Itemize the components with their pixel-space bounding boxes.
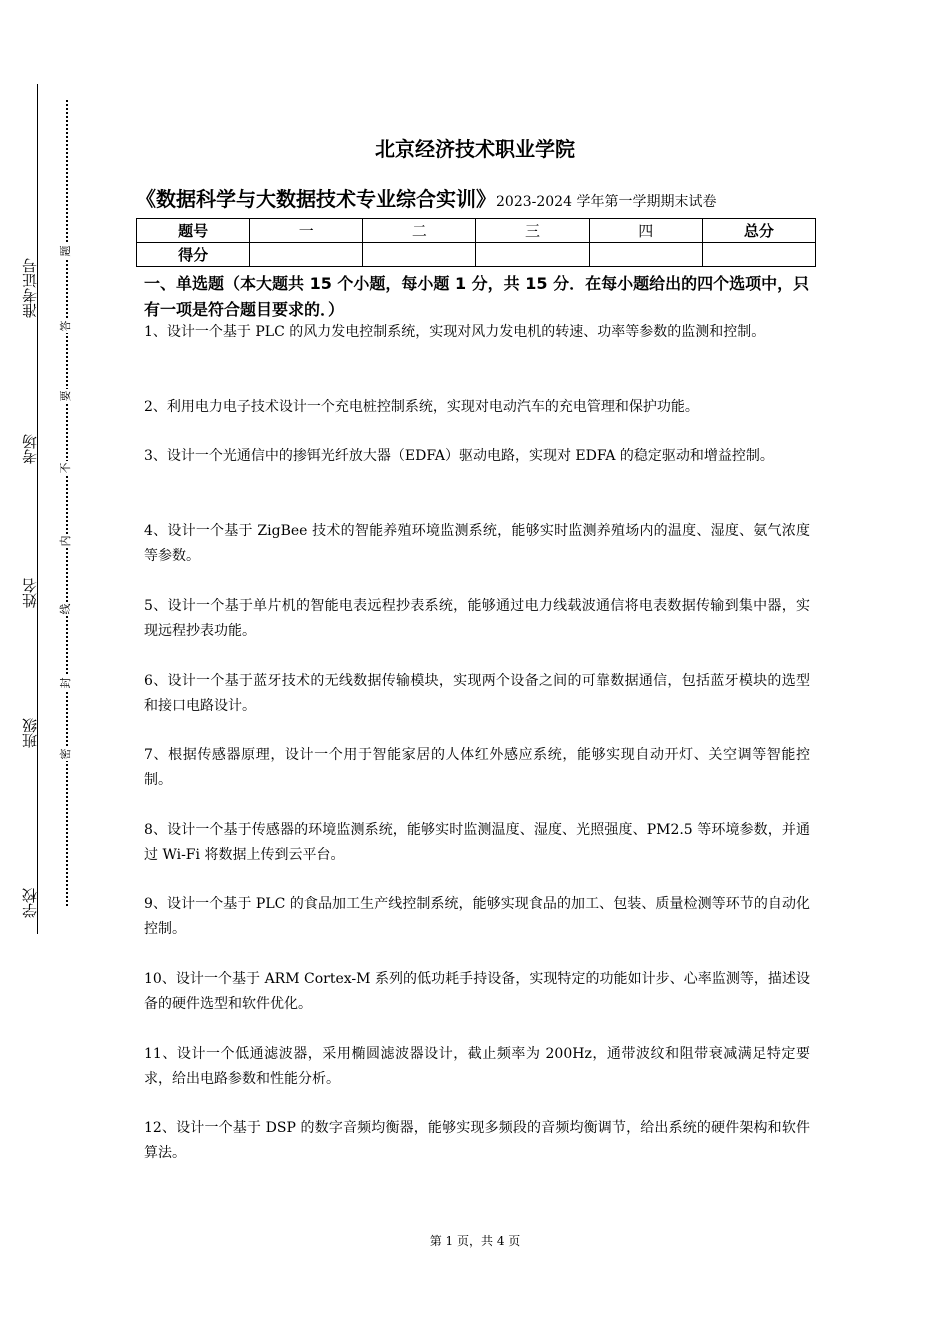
school-label: 学校 bbox=[21, 888, 39, 918]
question-11: 11、设计一个低通滤波器，采用椭圆滤波器设计，截止频率为 200Hz，通带波纹和阻带衰减满足特定要求，给出电路参数和性能分析。 bbox=[144, 1046, 810, 1087]
seal-char-ti: 题 bbox=[59, 244, 75, 258]
exam-title bbox=[136, 183, 716, 212]
seal-dotted-line bbox=[66, 100, 68, 906]
score-row-label: 得分 bbox=[137, 243, 250, 267]
score-header-cell: 题号 bbox=[137, 219, 250, 243]
score-table-header-row bbox=[137, 219, 816, 243]
score-header-cell: 一 bbox=[250, 219, 363, 243]
score-table-score-row bbox=[137, 243, 816, 267]
score-cell bbox=[363, 243, 476, 267]
score-header-cell: 四 bbox=[589, 219, 702, 243]
term-info: 2023-2024 学年第一学期期末试卷 bbox=[496, 194, 717, 210]
exam-room-label: 考场 bbox=[21, 434, 39, 464]
question-7: 7、根据传感器原理，设计一个用于智能家居的人体红外感应系统，能够实现自动开灯、关空调等智能控制。 bbox=[144, 747, 810, 788]
section-title: 一、单选题（本大题共 15 个小题，每小题 1 分，共 15 分．在每小题给出的四个选项中，只有一项是符合题目要求的．） bbox=[144, 274, 810, 319]
score-cell bbox=[476, 243, 589, 267]
course-name: 《数据科学与大数据技术专业综合实训》 bbox=[136, 187, 496, 211]
score-table bbox=[136, 218, 816, 267]
question-12: 12、设计一个基于 DSP 的数字音频均衡器，能够实现多频段的音频均衡调节，给出系统的硬件架构和软件算法。 bbox=[144, 1120, 810, 1161]
question-5: 5、设计一个基于单片机的智能电表远程抄表系统，能够通过电力线载波通信将电表数据传输到集中器，实现远程抄表功能。 bbox=[144, 598, 810, 639]
question-4: 4、设计一个基于 ZigBee 技术的智能养殖环境监测系统，能够实时监测养殖场内的温度、湿度、氨气浓度等参数。 bbox=[144, 523, 810, 564]
page-footer: 第 1 页，共 4 页 bbox=[429, 1234, 521, 1248]
score-cell bbox=[589, 243, 702, 267]
exam-id-label: 准考证号 bbox=[21, 258, 39, 318]
seal-char-bu: 不 bbox=[59, 461, 75, 475]
score-cell bbox=[250, 243, 363, 267]
seal-char-feng: 封 bbox=[59, 676, 75, 690]
score-cell bbox=[702, 243, 815, 267]
binding-line bbox=[37, 84, 38, 934]
seal-char-xian: 线 bbox=[59, 602, 75, 616]
question-1: 1、设计一个基于 PLC 的风力发电控制系统，实现对风力发电机的转速、功率等参数的监测和控制。 bbox=[144, 324, 766, 340]
seal-char-yao: 要 bbox=[59, 389, 75, 403]
seal-char-nei: 内 bbox=[59, 534, 75, 548]
seal-char-da: 答 bbox=[59, 319, 75, 333]
question-6: 6、设计一个基于蓝牙技术的无线数据传输模块，实现两个设备之间的可靠数据通信，包括蓝牙模块的选型和接口电路设计。 bbox=[144, 673, 810, 714]
name-label: 姓名 bbox=[21, 578, 39, 608]
question-3: 3、设计一个光通信中的掺铒光纤放大器（EDFA）驱动电路，实现对 EDFA 的稳定驱动和增益控制。 bbox=[144, 448, 774, 464]
score-header-cell: 二 bbox=[363, 219, 476, 243]
seal-char-mi: 密 bbox=[59, 747, 75, 761]
school-name: 北京经济技术职业学院 bbox=[375, 137, 575, 161]
question-9: 9、设计一个基于 PLC 的食品加工生产线控制系统，能够实现食品的加工、包装、质量检测等环节的自动化控制。 bbox=[144, 896, 810, 937]
question-10: 10、设计一个基于 ARM Cortex-M 系列的低功耗手持设备，实现特定的功能如计步、心率监测等，描述设备的硬件选型和软件优化。 bbox=[144, 971, 810, 1012]
class-label: 班级 bbox=[21, 718, 39, 748]
score-header-cell: 总分 bbox=[702, 219, 815, 243]
score-header-cell: 三 bbox=[476, 219, 589, 243]
question-8: 8、设计一个基于传感器的环境监测系统，能够实时监测温度、湿度、光照强度、PM2.5 等环境参数，并通过 Wi-Fi 将数据上传到云平台。 bbox=[144, 822, 810, 863]
question-2: 2、利用电力电子技术设计一个充电桩控制系统，实现对电动汽车的充电管理和保护功能。 bbox=[144, 399, 699, 415]
